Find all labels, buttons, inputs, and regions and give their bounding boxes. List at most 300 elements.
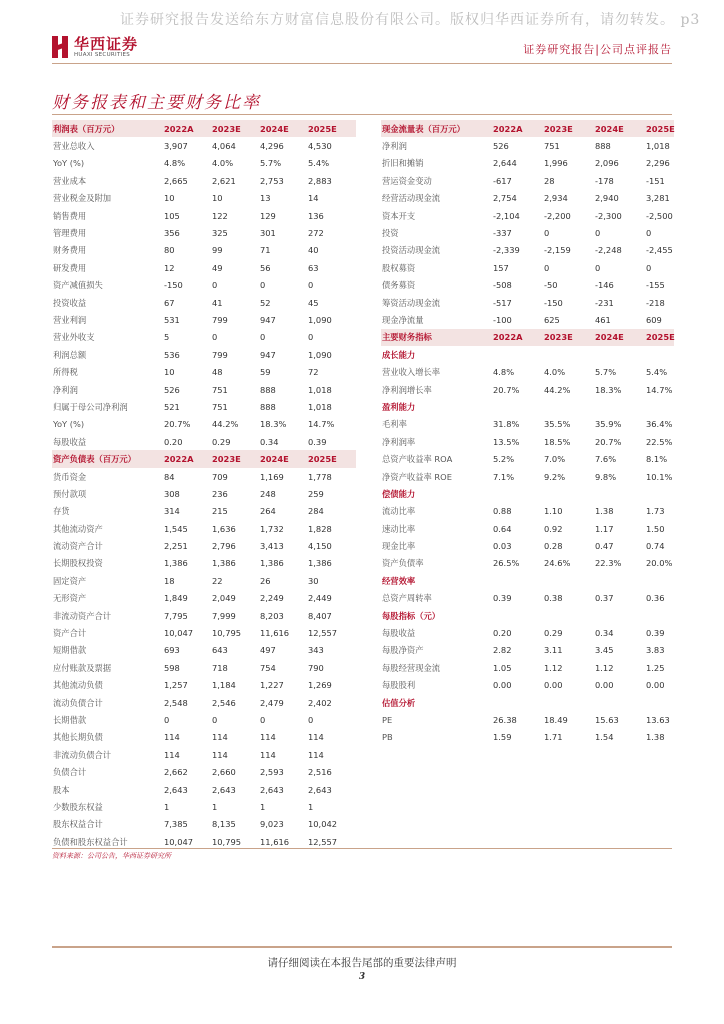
cell-value: 4.8% xyxy=(164,158,186,169)
table-row xyxy=(381,624,674,641)
table-row xyxy=(52,485,356,502)
cell-value: 751 xyxy=(212,401,228,412)
cell-value: 0 xyxy=(212,332,218,343)
cell-value: 2022A xyxy=(493,120,544,137)
cell-value: 14.7% xyxy=(308,419,335,430)
cell-value: 4.8% xyxy=(493,367,515,378)
row-label: 营业利润 xyxy=(53,314,87,325)
cell-value: 80 xyxy=(164,245,175,256)
row-label: YoY (%) xyxy=(53,419,85,430)
table-row xyxy=(52,137,356,154)
cell-value: 1.50 xyxy=(646,523,665,534)
cell-value: 7,385 xyxy=(164,819,188,830)
cell-value: 1.71 xyxy=(544,732,563,743)
table-row xyxy=(52,659,356,676)
row-label: 每股经营现金流 xyxy=(382,662,441,673)
table-row xyxy=(52,590,356,607)
cell-value: 18.5% xyxy=(544,436,571,447)
cell-value: 1,090 xyxy=(308,314,332,325)
cell-value: 643 xyxy=(212,645,228,656)
table-row xyxy=(381,381,674,398)
table-row xyxy=(52,346,356,363)
cell-value: 2,643 xyxy=(164,784,188,795)
cell-value: 2,644 xyxy=(493,158,517,169)
row-label: 营业外收支 xyxy=(53,332,95,343)
cell-value: 2,249 xyxy=(260,593,284,604)
cell-value: 754 xyxy=(260,662,276,673)
cell-value: -508 xyxy=(493,280,512,291)
table-row xyxy=(52,624,356,641)
cell-value: 2,049 xyxy=(212,593,236,604)
cell-value: -146 xyxy=(595,280,614,291)
cell-value: -231 xyxy=(595,297,614,308)
table-header-row xyxy=(52,450,356,467)
table-row xyxy=(52,729,356,746)
cell-value: 2,665 xyxy=(164,175,188,186)
cell-value: 2,096 xyxy=(595,158,619,169)
cell-value: 35.9% xyxy=(595,419,622,430)
table-row xyxy=(381,207,674,224)
cell-value xyxy=(646,346,674,363)
cell-value: 3.45 xyxy=(595,645,614,656)
row-label: 每股净资产 xyxy=(382,645,424,656)
row-label: 短期借款 xyxy=(53,645,87,656)
cell-value: 3.83 xyxy=(646,645,665,656)
cell-value: 28 xyxy=(544,175,555,186)
cell-value: 0 xyxy=(544,228,550,239)
cell-value: 497 xyxy=(260,645,276,656)
cell-value: 0.20 xyxy=(493,628,512,639)
table-row xyxy=(52,294,356,311)
table-row xyxy=(52,763,356,780)
cell-value: 129 xyxy=(260,210,276,221)
cell-value: 284 xyxy=(308,506,324,517)
cell-value: 1,996 xyxy=(544,158,568,169)
cell-value: 790 xyxy=(308,662,324,673)
cell-value: 1,732 xyxy=(260,523,284,534)
section-title: 财务报表和主要财务比率 xyxy=(52,93,261,113)
row-label: 归属于母公司净利润 xyxy=(53,401,128,412)
cell-value xyxy=(646,694,674,711)
cell-value: 20.7% xyxy=(164,419,191,430)
cell-value: 0.39 xyxy=(308,436,327,447)
cell-value: 2023E xyxy=(212,450,260,467)
cell-value: 0.74 xyxy=(646,541,665,552)
cell-value: -155 xyxy=(646,280,665,291)
cell-value: 2024E xyxy=(260,120,308,137)
cell-value: 1,849 xyxy=(164,593,188,604)
cell-value: 0.00 xyxy=(493,680,512,691)
cell-value: 2,546 xyxy=(212,697,236,708)
cell-value: 30 xyxy=(308,575,319,586)
cell-value xyxy=(544,607,595,624)
cell-value xyxy=(595,398,646,415)
cell-value: 2,643 xyxy=(308,784,332,795)
cell-value: 5.4% xyxy=(646,367,668,378)
cell-value xyxy=(646,607,674,624)
cell-value: 947 xyxy=(260,349,276,360)
table-row xyxy=(52,468,356,485)
cell-value: 0 xyxy=(595,262,601,273)
cell-value: 1,636 xyxy=(212,523,236,534)
table-row xyxy=(52,277,356,294)
cell-value: 521 xyxy=(164,401,180,412)
table-row xyxy=(52,259,356,276)
cell-value: 0 xyxy=(260,280,266,291)
cell-value: 0.88 xyxy=(493,506,512,517)
cell-value xyxy=(493,398,544,415)
cell-value: 1.25 xyxy=(646,662,665,673)
row-label: 营运资金变动 xyxy=(382,175,432,186)
cell-value: 9.2% xyxy=(544,471,566,482)
source-note: 资料来源：公司公告，华西证券研究所 xyxy=(52,852,171,860)
row-label: 其他流动负债 xyxy=(53,680,103,691)
cell-value xyxy=(646,398,674,415)
cell-value: 11,616 xyxy=(260,628,290,639)
cell-value: 1,018 xyxy=(646,141,670,152)
table-row xyxy=(52,242,356,259)
logo-cn-text: 华西证券 xyxy=(74,35,139,53)
cell-value: 2023E xyxy=(544,329,595,346)
cell-value: 13.63 xyxy=(646,714,670,725)
table-row xyxy=(381,277,674,294)
table-row xyxy=(52,311,356,328)
cell-value: 7,795 xyxy=(164,610,188,621)
row-label: 流动资产合计 xyxy=(53,541,103,552)
right-financial-table xyxy=(381,120,674,746)
cell-value: -2,200 xyxy=(544,210,571,221)
cell-value: 4,296 xyxy=(260,141,284,152)
cell-value: 67 xyxy=(164,297,175,308)
cell-value: 4,530 xyxy=(308,141,332,152)
cell-value: 26 xyxy=(260,575,271,586)
cell-value: 1,386 xyxy=(212,558,236,569)
cell-value: -218 xyxy=(646,297,665,308)
legal-disclaimer: 请仔细阅读在本报告尾部的重要法律声明 xyxy=(267,957,457,969)
cell-value: 1,018 xyxy=(308,384,332,395)
row-label: 营业收入增长率 xyxy=(382,367,441,378)
table-row xyxy=(381,729,674,746)
table-subheader-row xyxy=(381,398,674,415)
table-subheader-row xyxy=(381,607,674,624)
cell-value: 1.10 xyxy=(544,506,563,517)
row-label: 成长能力 xyxy=(382,349,416,360)
row-label: 经营活动现金流 xyxy=(382,193,441,204)
cell-value: 625 xyxy=(544,314,560,325)
cell-value: 343 xyxy=(308,645,324,656)
cell-value xyxy=(544,398,595,415)
row-label: 其他长期负债 xyxy=(53,732,103,743)
cell-value xyxy=(595,572,646,589)
table-row xyxy=(52,711,356,728)
table-row xyxy=(52,816,356,833)
table-row xyxy=(52,172,356,189)
cell-value: 22 xyxy=(212,575,223,586)
cell-value: 0.00 xyxy=(544,680,563,691)
cell-value: 0.39 xyxy=(646,628,665,639)
cell-value: 751 xyxy=(212,384,228,395)
table-row xyxy=(381,468,674,485)
cell-value: 22.3% xyxy=(595,558,622,569)
table-row xyxy=(381,137,674,154)
cell-value: 114 xyxy=(164,749,180,760)
cell-value: 14 xyxy=(308,193,319,204)
row-label: 折旧和摊销 xyxy=(382,158,424,169)
cell-value: 36.4% xyxy=(646,419,673,430)
cell-value: -50 xyxy=(544,280,558,291)
cell-value: 5.2% xyxy=(493,454,515,465)
cell-value: 7,999 xyxy=(212,610,236,621)
cell-value: 0 xyxy=(308,714,314,725)
row-label: 总资产收益率 ROA xyxy=(382,454,453,465)
cell-value: 0 xyxy=(646,262,652,273)
cell-value: -517 xyxy=(493,297,512,308)
cell-value: 12,557 xyxy=(308,628,338,639)
cell-value: 72 xyxy=(308,367,319,378)
cell-value: 0 xyxy=(308,332,314,343)
table-row xyxy=(381,659,674,676)
cell-value: 0.00 xyxy=(595,680,614,691)
table-row xyxy=(381,224,674,241)
row-label: YoY (%) xyxy=(53,158,85,169)
row-label: 营业税金及附加 xyxy=(53,193,112,204)
cell-value: 114 xyxy=(308,732,324,743)
table-row xyxy=(381,311,674,328)
page-number: 3 xyxy=(358,972,366,982)
row-label: 流动比率 xyxy=(382,506,416,517)
cell-value: 1,269 xyxy=(308,680,332,691)
cell-value: 2025E xyxy=(308,450,356,467)
cell-value: 0 xyxy=(544,262,550,273)
cell-value: 0.20 xyxy=(164,436,183,447)
row-label: 投资 xyxy=(382,228,399,239)
cell-value: 18.3% xyxy=(595,384,622,395)
table-row xyxy=(381,416,674,433)
row-label: 非流动资产合计 xyxy=(53,610,112,621)
cell-value: 114 xyxy=(212,749,228,760)
cell-value: 114 xyxy=(260,749,276,760)
table-row xyxy=(52,416,356,433)
table-subheader-row xyxy=(381,572,674,589)
cell-value xyxy=(595,346,646,363)
cell-value: 114 xyxy=(260,732,276,743)
cell-value: 1,227 xyxy=(260,680,284,691)
row-label: 长期借款 xyxy=(53,714,87,725)
row-label: 销售费用 xyxy=(53,210,87,221)
cell-value: 0.34 xyxy=(595,628,614,639)
row-label: 净利润增长率 xyxy=(382,384,432,395)
cell-value: -151 xyxy=(646,175,665,186)
cell-value: 2,753 xyxy=(260,175,284,186)
cell-value: -2,500 xyxy=(646,210,673,221)
cell-value: 41 xyxy=(212,297,223,308)
row-label: 存货 xyxy=(53,506,70,517)
cell-value: 10,795 xyxy=(212,628,242,639)
cell-value: 1 xyxy=(308,801,314,812)
report-type-header: 证券研究报告|公司点评报告 xyxy=(523,43,672,56)
row-label: 无形资产 xyxy=(53,593,87,604)
row-label: 预付款项 xyxy=(53,488,87,499)
cell-value: 11,616 xyxy=(260,836,290,847)
cell-value: 751 xyxy=(544,141,560,152)
row-label: 负债和股东权益合计 xyxy=(53,836,128,847)
cell-value: 2022A xyxy=(493,329,544,346)
cell-value: 799 xyxy=(212,314,228,325)
cell-value: 272 xyxy=(308,228,324,239)
cell-value: 49 xyxy=(212,262,223,273)
cell-value: 8,203 xyxy=(260,610,284,621)
cell-value: 609 xyxy=(646,314,662,325)
cell-value: 44.2% xyxy=(212,419,239,430)
cell-value: -2,455 xyxy=(646,245,673,256)
table-row xyxy=(381,555,674,572)
row-label: 净利润率 xyxy=(382,436,416,447)
cell-value: 59 xyxy=(260,367,271,378)
cell-value: 4,150 xyxy=(308,541,332,552)
cell-value xyxy=(595,485,646,502)
cell-value: 13.5% xyxy=(493,436,520,447)
cell-value: 0 xyxy=(595,228,601,239)
cell-value: 7.0% xyxy=(544,454,566,465)
row-label: 现金比率 xyxy=(382,541,416,552)
row-label: 主要财务指标 xyxy=(381,329,493,346)
cell-value: 2,754 xyxy=(493,193,517,204)
cell-value: -150 xyxy=(544,297,563,308)
cell-value: 314 xyxy=(164,506,180,517)
cell-value: 2,643 xyxy=(260,784,284,795)
row-label: 管理费用 xyxy=(53,228,87,239)
cell-value: 114 xyxy=(212,732,228,743)
cell-value xyxy=(646,485,674,502)
row-label: 其他流动资产 xyxy=(53,523,103,534)
row-label: 利润总额 xyxy=(53,349,87,360)
table-row xyxy=(381,433,674,450)
cell-value xyxy=(595,694,646,711)
cell-value: 0 xyxy=(212,280,218,291)
cell-value: 0.37 xyxy=(595,593,614,604)
row-label: 研发费用 xyxy=(53,262,87,273)
cell-value: -2,159 xyxy=(544,245,571,256)
cell-value: 18 xyxy=(164,575,175,586)
cell-value xyxy=(544,572,595,589)
cell-value: 18.49 xyxy=(544,714,568,725)
table-header-row xyxy=(52,120,356,137)
cell-value: 12,557 xyxy=(308,836,338,847)
cell-value: 1,184 xyxy=(212,680,236,691)
cell-value: 1 xyxy=(260,801,266,812)
cell-value: 99 xyxy=(212,245,223,256)
cell-value: 2024E xyxy=(595,120,646,137)
cell-value: 1.59 xyxy=(493,732,512,743)
cell-value: 14.7% xyxy=(646,384,673,395)
cell-value: 26.5% xyxy=(493,558,520,569)
footer-divider xyxy=(52,946,672,948)
cell-value: 301 xyxy=(260,228,276,239)
row-label: 股本 xyxy=(53,784,70,795)
table-row xyxy=(52,607,356,624)
cell-value: 5.4% xyxy=(308,158,330,169)
row-label: PB xyxy=(382,732,393,743)
cell-value: 3,281 xyxy=(646,193,670,204)
row-label: 净资产收益率 ROE xyxy=(382,471,452,482)
cell-value: 1.38 xyxy=(646,732,665,743)
cell-value xyxy=(595,607,646,624)
cell-value: 799 xyxy=(212,349,228,360)
table-row xyxy=(381,259,674,276)
row-label: 偿债能力 xyxy=(382,488,416,499)
cell-value xyxy=(493,485,544,502)
cell-value: 1,090 xyxy=(308,349,332,360)
row-label: 投资活动现金流 xyxy=(382,245,441,256)
cell-value xyxy=(493,346,544,363)
cell-value: -617 xyxy=(493,175,512,186)
row-label: 投资收益 xyxy=(53,297,87,308)
row-label: 速动比率 xyxy=(382,523,416,534)
cell-value: 0.00 xyxy=(646,680,665,691)
table-row xyxy=(381,294,674,311)
cell-value: 1.05 xyxy=(493,662,512,673)
cell-value: 136 xyxy=(308,210,324,221)
row-label: 资产负债表（百万元） xyxy=(52,450,164,467)
cell-value: 56 xyxy=(260,262,271,273)
row-label: 毛利率 xyxy=(382,419,407,430)
row-label: 少数股东权益 xyxy=(53,801,103,812)
table-row xyxy=(381,172,674,189)
cell-value xyxy=(493,572,544,589)
table-row xyxy=(381,155,674,172)
row-label: 资产负债率 xyxy=(382,558,424,569)
table-subheader-row xyxy=(381,346,674,363)
cell-value: 31.8% xyxy=(493,419,520,430)
cell-value: 9.8% xyxy=(595,471,617,482)
cell-value: 0 xyxy=(646,228,652,239)
table-row xyxy=(52,363,356,380)
watermark-text: 证券研究报告发送给东方财富信息股份有限公司。版权归华西证券所有，请勿转发。 p3 xyxy=(120,12,701,28)
cell-value: 461 xyxy=(595,314,611,325)
cell-value: 2,548 xyxy=(164,697,188,708)
cell-value: 13 xyxy=(260,193,271,204)
company-logo xyxy=(52,36,138,58)
row-label: 资本开支 xyxy=(382,210,416,221)
cell-value: 2024E xyxy=(595,329,646,346)
table-row xyxy=(381,590,674,607)
cell-value: 1,018 xyxy=(308,401,332,412)
row-label: 筹资活动现金流 xyxy=(382,297,441,308)
cell-value: 888 xyxy=(595,141,611,152)
cell-value: 1 xyxy=(164,801,170,812)
cell-value: 45 xyxy=(308,297,319,308)
left-financial-table xyxy=(52,120,356,850)
table-row xyxy=(52,520,356,537)
row-label: 净利润 xyxy=(53,384,78,395)
cell-value: 84 xyxy=(164,471,175,482)
cell-value: 1 xyxy=(212,801,218,812)
cell-value: 0 xyxy=(164,714,170,725)
cell-value: 2,296 xyxy=(646,158,670,169)
table-row xyxy=(381,677,674,694)
table-row xyxy=(52,694,356,711)
cell-value: 8,407 xyxy=(308,610,332,621)
cell-value: -178 xyxy=(595,175,614,186)
cell-value: 0 xyxy=(212,714,218,725)
cell-value: 0 xyxy=(260,332,266,343)
cell-value: 3.11 xyxy=(544,645,563,656)
cell-value: 7.1% xyxy=(493,471,515,482)
cell-value: 1,828 xyxy=(308,523,332,534)
cell-value: 2,662 xyxy=(164,767,188,778)
row-label: 资产减值损失 xyxy=(53,280,103,291)
cell-value: 71 xyxy=(260,245,271,256)
